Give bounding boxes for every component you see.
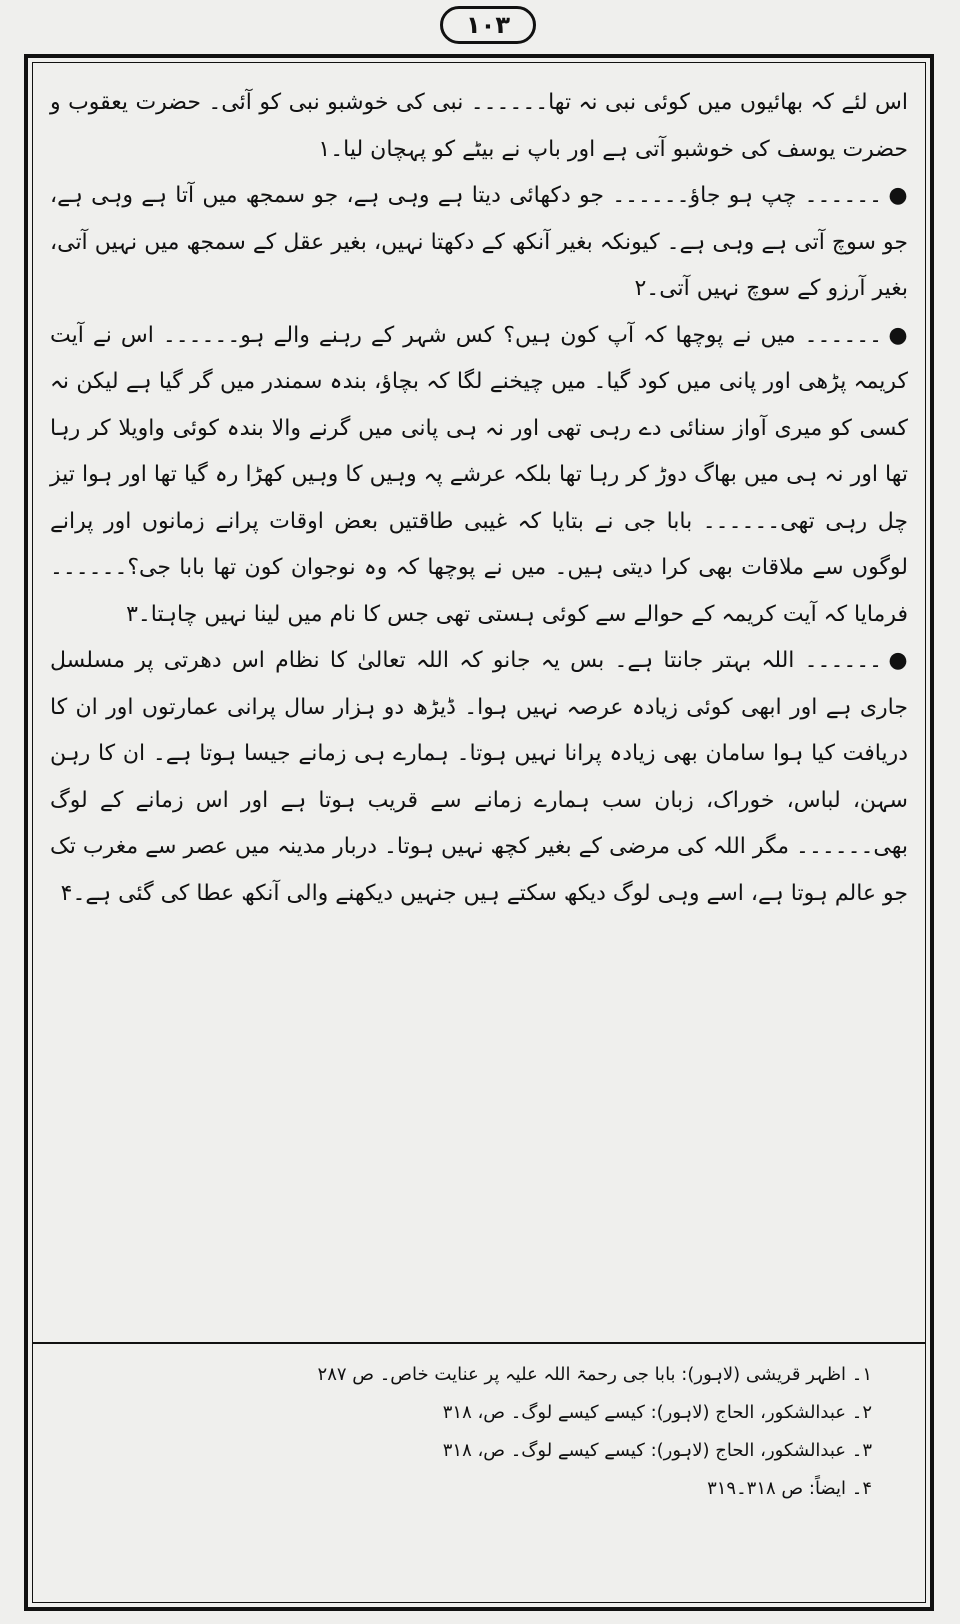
footnote-2: ۲۔ عبدالشکور، الحاج (لاہور): کیسے کیسے لوگ۔ ص، ۳۱۸ xyxy=(442,1402,872,1423)
paragraph-text: اس لئے کہ بھائیوں میں کوئی نبی نہ تھا۔۔۔۔۔۔ نبی کی خوشبو نبی کو آئی۔ حضرت یعقوب و حضرت یوسف کی خوشبو آتی ہے اور باپ نے بیٹے کو پہچان لیا۔۱ xyxy=(50,90,908,162)
page-number: ۱۰۳ xyxy=(440,6,536,44)
footnotes xyxy=(50,1356,908,1508)
paragraph-2 xyxy=(50,173,908,313)
footnote-1: ۱۔ اظہر قریشی (لاہور): بابا جی رحمۃ اللہ علیہ پر عنایت خاص۔ ص ۲۸۷ xyxy=(317,1364,872,1385)
paragraph-text: ۔۔۔۔۔۔ میں نے پوچھا کہ آپ کون ہیں؟ کس شہر کے رہنے والے ہو۔۔۔۔۔۔ اس نے آیت کریمہ پڑھی اور پانی میں کود گیا۔ میں چیخنے لگا کہ بچاؤ، بندہ سمندر میں گر گیا ہے لیکن نہ کسی کو میری آواز سنائی دے رہی تھی اور نہ ہی پانی میں گرنے والا بندہ کوئی واویلا کر رہا تھا اور نہ ہی میں بھاگ دوڑ کر رہا تھا بلکہ عرشے پہ وہیں کا وہیں کھڑا رہ گیا تھا اور ہوا تیز چل رہی تھی۔۔۔۔۔۔ بابا جی نے بتایا کہ غیبی طاقتیں بعض اوقات پرانے زمانوں اور پرانے لوگوں سے ملاقات بھی کرا دیتی ہیں۔ میں نے پوچھا کہ وہ نوجوان کون تھا بابا جی؟۔۔۔۔۔۔ فرمایا کہ آیت کریمہ کے حوالے سے کوئی ہستی تھی جس کا نام میں لینا نہیں چاہتا۔۳ xyxy=(50,322,908,627)
paragraph-text: ۔۔۔۔۔۔ چپ ہو جاؤ۔۔۔۔۔۔ جو دکھائی دیتا ہے وہی ہے، جو سمجھ میں آتا ہے وہی ہے، جو سوچ آتی ہے وہی ہے۔ کیونکہ بغیر آنکھ کے دکھتا نہیں، بغیر عقل کے سمجھ میں نہیں آتی، بغیر آرزو کے سوچ نہیں آتی۔۲ xyxy=(50,183,908,301)
bullet-icon: ● xyxy=(888,322,908,348)
footnote-divider xyxy=(32,1342,926,1344)
footnote-3: ۳۔ عبدالشکور، الحاج (لاہور): کیسے کیسے لوگ۔ ص، ۳۱۸ xyxy=(442,1440,872,1461)
paragraph-3 xyxy=(50,313,908,639)
footnote-4: ۴۔ ایضاً: ص ۳۱۸۔۳۱۹ xyxy=(707,1478,872,1499)
main-text xyxy=(50,80,908,1320)
bullet-icon: ● xyxy=(888,648,908,673)
bullet-icon: ● xyxy=(888,183,908,208)
paragraph-4 xyxy=(50,638,908,917)
paragraph-1 xyxy=(50,80,908,173)
paragraph-text: ۔۔۔۔۔۔ اللہ بہتر جانتا ہے۔ بس یہ جانو کہ اللہ تعالیٰ کا نظام اس دھرتی پر مسلسل جاری ہے اور ابھی کوئی زیادہ عرصہ نہیں ہوا۔ ڈیڑھ دو ہزار سال پرانی عمارتوں اور ان کا دریافت کیا ہوا سامان بھی زیادہ پرانا نہیں ہوتا۔ ہمارے ہی زمانے جیسا ہوتا ہے۔ ان کا رہن سہن، لباس، خوراک، زبان سب ہمارے زمانے سے قریب ہوتا ہے اور اس زمانے کے لوگ بھی۔۔۔۔۔۔ مگر اللہ کی مرضی کے بغیر کچھ نہیں ہوتا۔ دربار مدینہ میں عصر سے مغرب تک جو عالم ہوتا ہے، اسے وہی لوگ دیکھ سکتے ہیں جنہیں دیکھنے والی آنکھ عطا کی گئی ہے۔۴ xyxy=(50,648,908,906)
